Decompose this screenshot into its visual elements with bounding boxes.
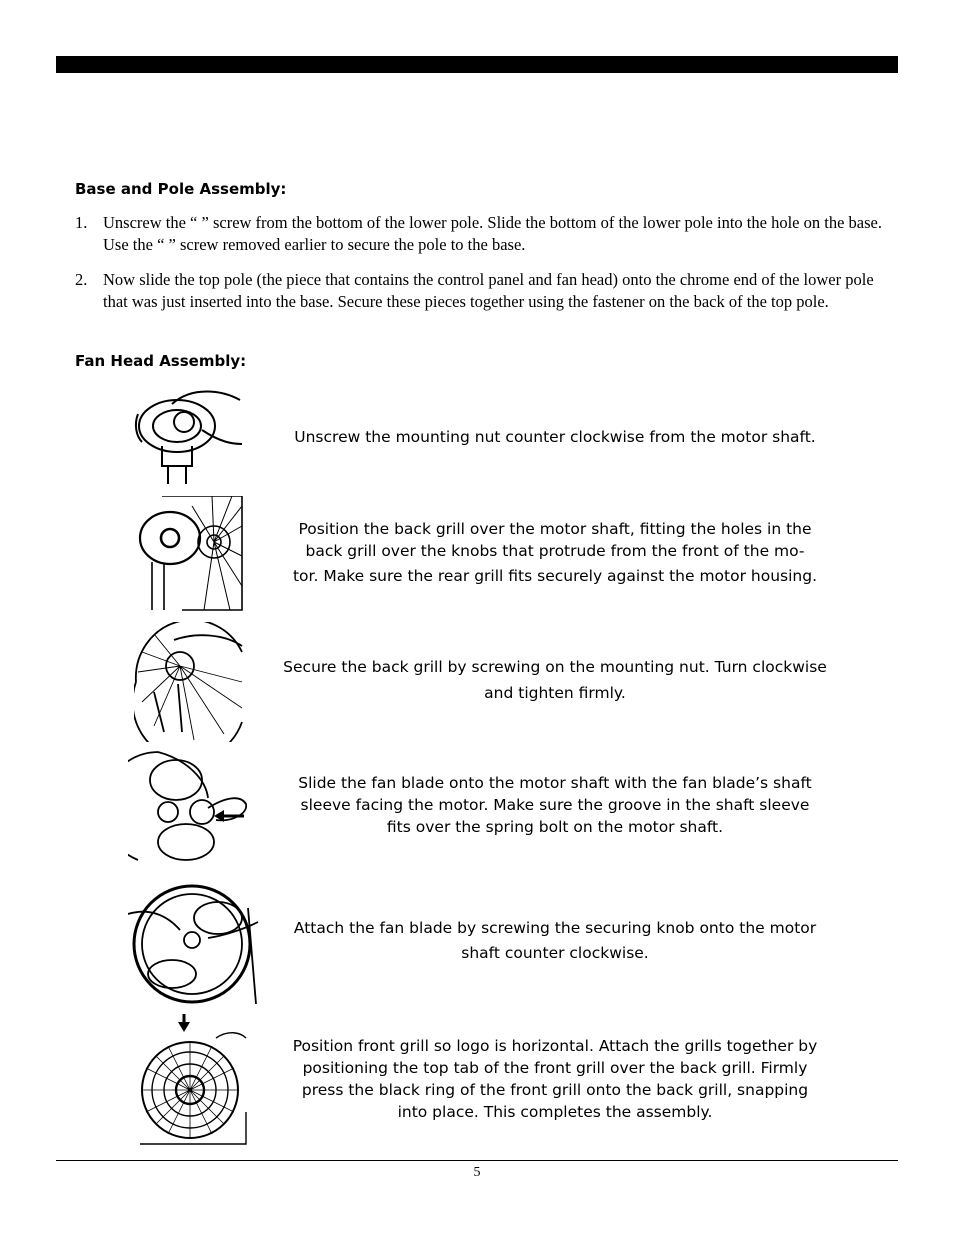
caption-4 [280,774,830,836]
caption-2 [280,520,830,585]
step-number: 1. [75,213,88,232]
caption-line: positioning the top tab of the front grill over the back grill. Firmly [302,1059,808,1077]
caption-line: shaft counter clockwise. [461,944,649,962]
base-step-2 [75,269,897,313]
caption-line: Slide the fan blade onto the motor shaft with the fan blade’s shaft [298,774,812,792]
secure-grill-illustration [134,622,244,742]
caption-1 [280,428,830,446]
step-text: Now slide the top pole (the piece that contains the control panel and fan head) onto the chrome end of the lower pole that was just inserted into the base. Secure these pieces together using the fastener on the back of the top pole. [103,270,874,311]
fan-head-heading: Fan Head Assembly: [75,352,247,370]
securing-knob-illustration [128,878,260,1004]
caption-line: fits over the spring bolt on the motor shaft. [386,818,724,836]
header-bar [56,56,898,73]
footer-rule [56,1160,898,1161]
caption-3 [280,658,830,702]
caption-line: Position front grill so logo is horizontal. Attach the grills together by [292,1037,818,1055]
base-step-1 [75,212,897,256]
caption-line: tor. Make sure the rear grill fits securely against the motor housing. [292,567,818,585]
caption-5 [280,919,830,962]
fan-blade-illustration [128,750,256,868]
back-grill-illustration [132,496,244,612]
caption-line: Unscrew the mounting nut counter clockwise from the motor shaft. [294,428,816,446]
caption-line: into place. This completes the assembly. [397,1103,713,1121]
caption-line: Position the back grill over the motor shaft, fitting the holes in the [298,520,812,538]
base-pole-heading: Base and Pole Assembly: [75,180,287,198]
front-grill-illustration [136,1012,248,1146]
page-number: 5 [473,1165,481,1180]
caption-line: Attach the fan blade by screwing the securing knob onto the motor [293,919,817,937]
caption-6 [280,1037,830,1121]
caption-line: back grill over the knobs that protrude from the front of the mo- [305,542,805,560]
caption-line: sleeve facing the motor. Make sure the groove in the shaft sleeve [300,796,810,814]
step-number: 2. [75,270,88,289]
unscrew-nut-illustration [132,384,244,488]
caption-line: Secure the back grill by screwing on the mounting nut. Turn clockwise [283,658,827,676]
caption-line: and tighten firmly. [484,684,626,702]
step-text: Unscrew the “ ” screw from the bottom of the lower pole. Slide the bottom of the lower pole into the hole on the base. Use the “ ” screw removed earlier to secure the pole to the base. [103,213,882,254]
caption-line: press the black ring of the front grill onto the back grill, snapping [301,1081,809,1099]
